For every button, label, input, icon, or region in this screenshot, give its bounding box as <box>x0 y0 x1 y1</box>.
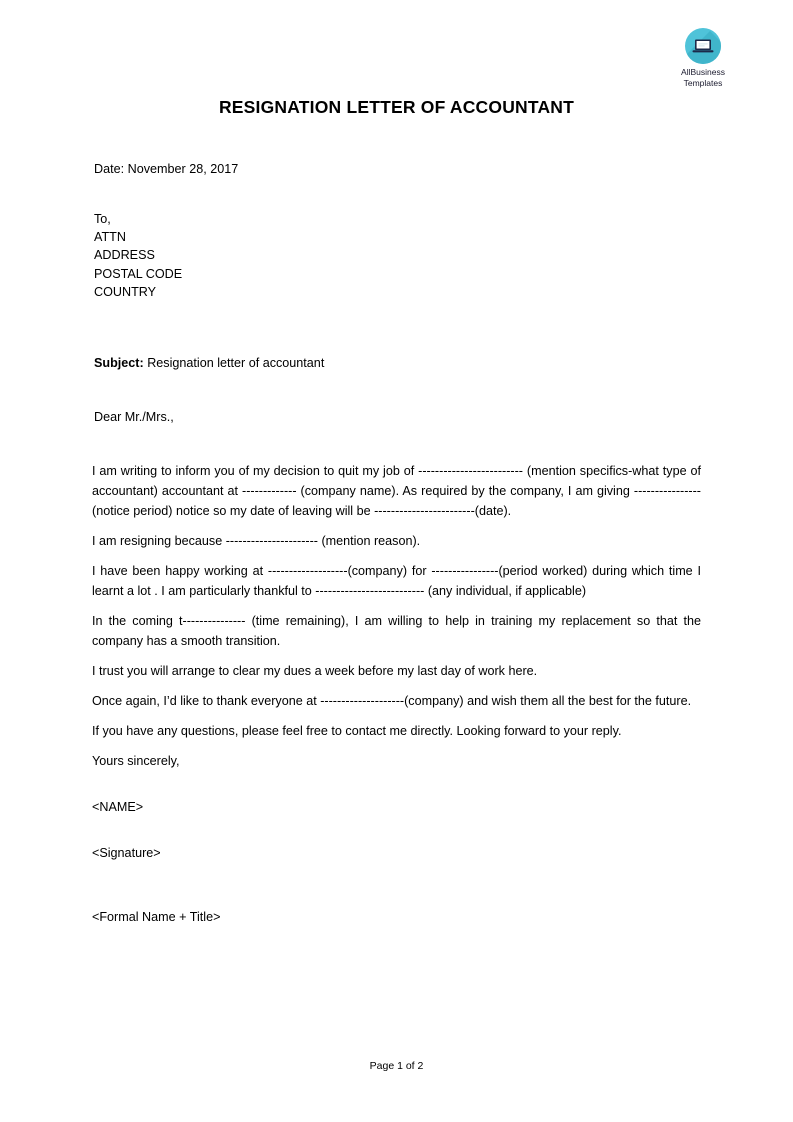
body-paragraphs <box>92 461 701 741</box>
date-line: Date: November 28, 2017 <box>94 162 239 176</box>
subject-line <box>94 354 701 372</box>
paragraph-5: I trust you will arrange to clear my dues a week before my last day of work here. <box>92 664 538 679</box>
subject-value: Resignation letter of accountant <box>147 356 325 371</box>
signature-placeholder: <Signature> <box>92 846 161 861</box>
address-line-country: COUNTRY <box>94 284 157 299</box>
paragraph-1: I am writing to inform you of my decision to quit my job of ------------------------- (mention specifics-what type of accountant) accountant at ------------- (company name). As required by the company, I am giving ---------------- (notice period) notice so my date of leaving will be ------------------------(date). <box>92 464 701 519</box>
page-footer: Page 1 of 2 <box>369 1060 424 1072</box>
closing-salutation: Yours sincerely, <box>92 754 180 769</box>
brand-logo <box>655 28 751 88</box>
laptop-icon <box>685 28 721 64</box>
salutation: Dear Mr./Mrs., <box>94 410 174 425</box>
address-line-attn: ATTN <box>94 230 126 245</box>
subject-label: Subject: <box>94 356 144 371</box>
letter-body <box>92 160 701 937</box>
page-title: RESIGNATION LETTER OF ACCOUNTANT <box>218 97 575 117</box>
closing-block <box>92 751 701 927</box>
address-line-address: ADDRESS <box>94 248 155 263</box>
signature-name-placeholder: <NAME> <box>92 800 144 815</box>
recipient-address <box>94 210 701 301</box>
brand-name-line1: AllBusiness <box>681 67 725 77</box>
brand-name <box>655 67 751 88</box>
address-line-to: To, <box>94 212 111 226</box>
laptop-glyph <box>692 38 714 54</box>
paragraph-6: Once again, I’d like to thank everyone at --------------------(company) and wish them all the best for the future. <box>92 694 692 709</box>
address-line-postal-code: POSTAL CODE <box>94 266 183 281</box>
paragraph-7: If you have any questions, please feel free to contact me directly. Looking forward to your reply. <box>92 724 622 739</box>
paragraph-4: In the coming t--------------- (time remaining), I am willing to help in training my replacement so that the company has a smooth transition. <box>92 614 701 649</box>
formal-name-title-placeholder: <Formal Name + Title> <box>92 910 221 925</box>
paragraph-2: I am resigning because ---------------------- (mention reason). <box>92 534 421 549</box>
brand-name-line2: Templates <box>683 77 723 88</box>
paragraph-3: I have been happy working at -------------------(company) for ----------------(period worked) during which time I learnt a lot . I am particularly thankful to -------------------------- (any individual, if applicable) <box>92 564 701 599</box>
